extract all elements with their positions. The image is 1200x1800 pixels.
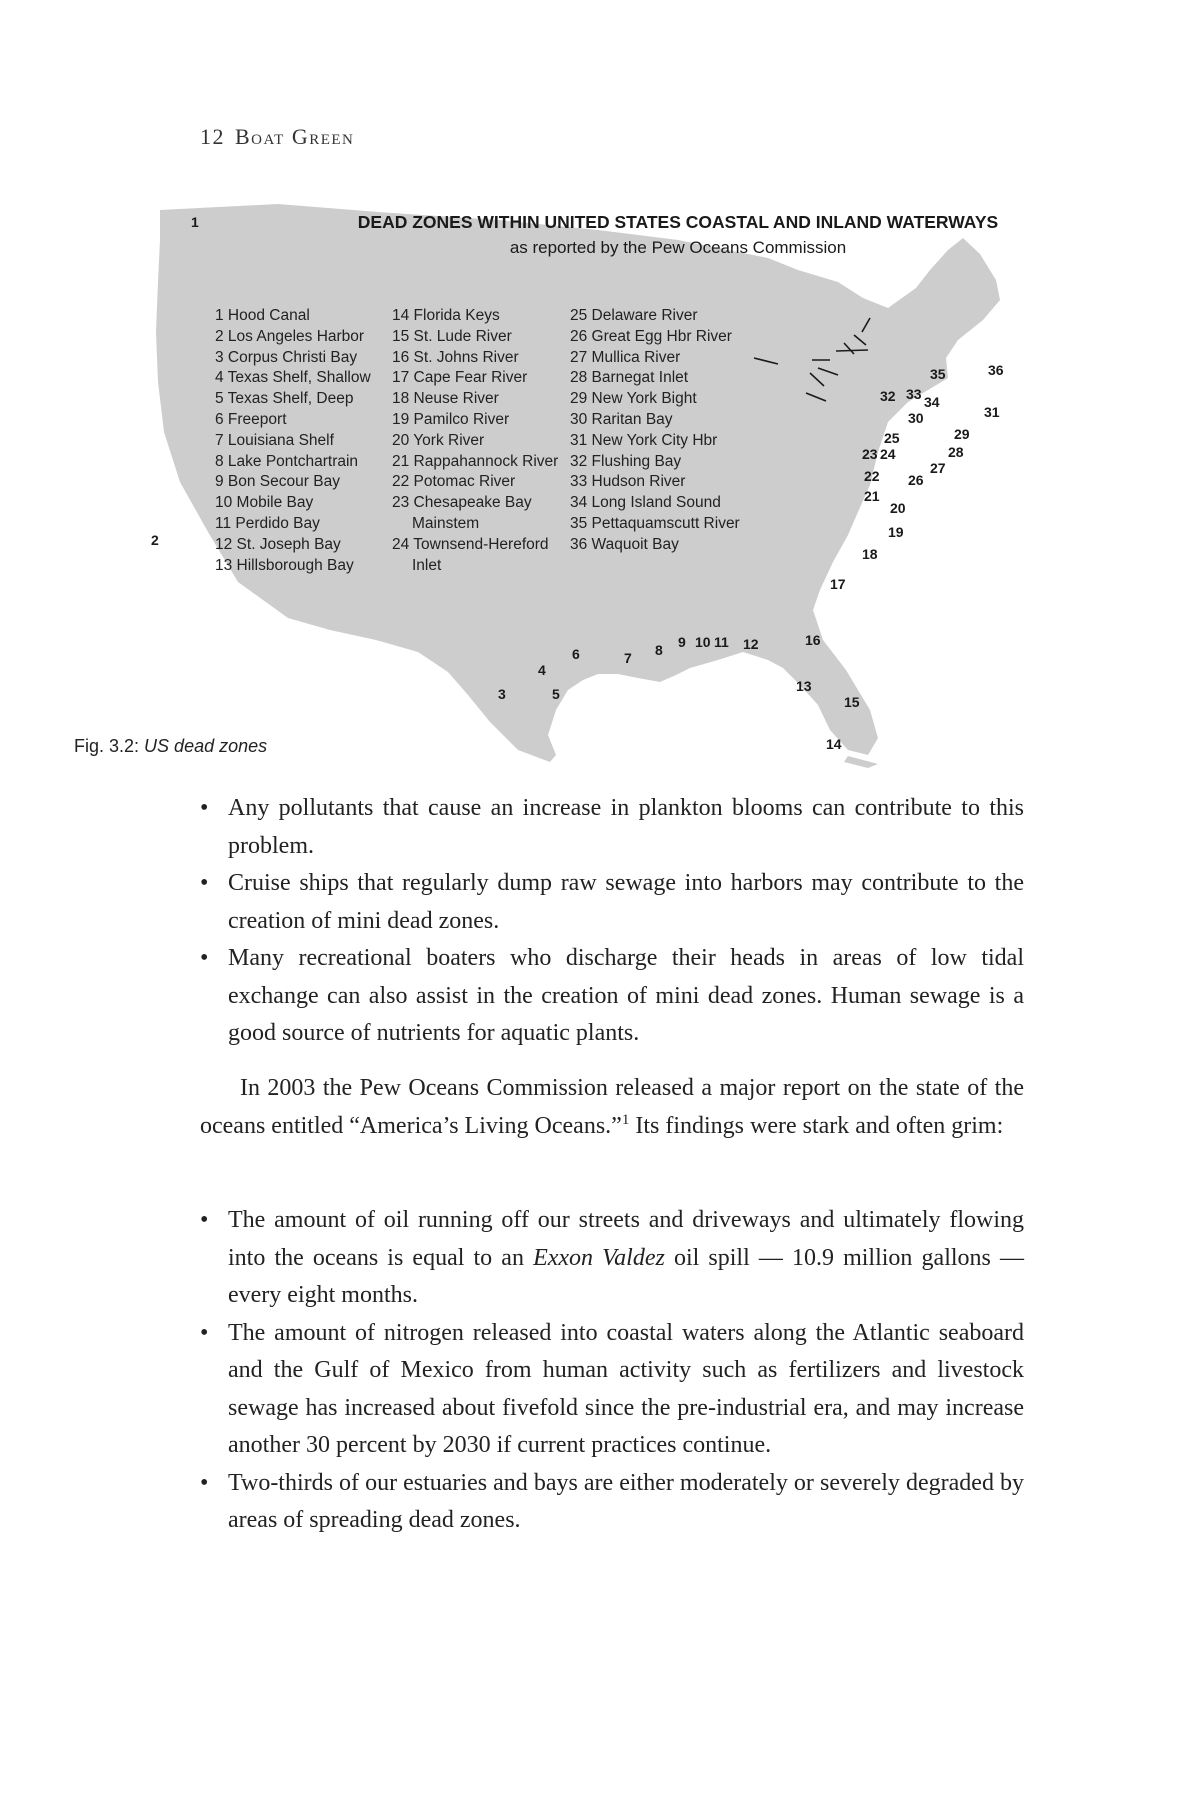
map-marker-16: 16: [805, 632, 821, 648]
map-marker-9: 9: [678, 634, 686, 650]
legend-item: 13 Hillsborough Bay: [215, 556, 354, 574]
map-marker-18: 18: [862, 546, 878, 562]
legend-item: 25 Delaware River: [570, 307, 698, 324]
legend-item: 30 Raritan Bay: [570, 410, 673, 428]
map-marker-17: 17: [830, 576, 846, 592]
legend-item: 18 Neuse River: [392, 390, 499, 408]
legend-item: 21 Rappahannock River: [392, 452, 559, 470]
legend-column-2: [392, 306, 558, 576]
paragraph-text: In 2003 the Pew Oceans Commission released a major report on the state of the oceans entitled “America’s Living Oceans.”: [200, 1075, 1024, 1139]
legend-item-continuation: Inlet: [412, 556, 442, 574]
map-marker-20: 20: [890, 500, 906, 516]
map-marker-8: 8: [655, 642, 663, 658]
map-marker-30: 30: [908, 410, 924, 426]
legend-item: 28 Barnegat Inlet: [570, 369, 689, 387]
map-marker-35: 35: [930, 366, 946, 382]
legend-item-continuation: Mainstem: [412, 514, 480, 532]
figure-caption-label: Fig. 3.2:: [74, 736, 140, 756]
legend-item: 6 Freeport: [215, 410, 287, 428]
map-marker-31: 31: [984, 404, 1000, 420]
legend-column-1: [215, 306, 371, 576]
paragraph-text-after: Its findings were stark and often grim:: [629, 1112, 1004, 1139]
map-marker-7: 7: [624, 650, 632, 666]
bullet-text: The amount of nitrogen released into coastal waters along the Atlantic seaboard and the Gulf of Mexico from human activity such as fertilizers and livestock sewage has increased about fivefold since the pre-industrial era, and may increase another 30 percent by 2030 if current practices continue.: [228, 1319, 1024, 1458]
legend-item: 35 Pettaquamscutt River: [570, 514, 740, 532]
legend-item: 11 Perdido Bay: [215, 514, 320, 532]
page-number: 12: [200, 124, 225, 149]
figure-title: DEAD ZONES WITHIN UNITED STATES COASTAL AND INLAND WATERWAYS: [357, 212, 999, 232]
legend-item: 2 Los Angeles Harbor: [215, 327, 365, 345]
legend-item: 5 Texas Shelf, Deep: [215, 390, 354, 408]
bullet-item: • Many recreational boaters who discharge their heads in areas of low tidal exchange can also assist in the creation of mini dead zones. Human sewage is a good source of nutrients for aquatic plants.: [200, 940, 1024, 1053]
legend-item: 4 Texas Shelf, Shallow: [215, 369, 371, 387]
legend-item: 36 Waquoit Bay: [570, 535, 679, 553]
legend-item: 24 Townsend-Hereford: [392, 535, 549, 553]
bullet-item: • Any pollutants that cause an increase in plankton blooms can contribute to this problem.: [200, 790, 1024, 865]
legend-item: 17 Cape Fear River: [392, 369, 528, 387]
map-marker-11: 11: [714, 634, 729, 650]
legend-item: 22 Potomac River: [392, 473, 516, 491]
book-title: Boat Green: [235, 124, 355, 149]
legend-item: 19 Pamilco River: [392, 410, 510, 428]
bullet-item: [200, 1315, 1024, 1465]
dead-zones-map-figure: [78, 190, 1028, 770]
florida-keys-shape: [844, 756, 878, 768]
legend-item: 15 St. Lude River: [392, 327, 512, 345]
map-marker-28: 28: [948, 444, 964, 460]
map-marker-34: 34: [924, 394, 940, 410]
legend-item: 23 Chesapeake Bay: [392, 494, 532, 512]
legend-item: 10 Mobile Bay: [215, 494, 314, 512]
legend-item: 32 Flushing Bay: [570, 452, 682, 470]
legend-item: 7 Louisiana Shelf: [215, 431, 334, 449]
map-marker-3: 3: [498, 686, 506, 702]
bullet-item: [200, 1465, 1024, 1540]
legend-item: 34 Long Island Sound: [570, 494, 721, 512]
legend-item: 3 Corpus Christi Bay: [215, 348, 358, 366]
map-marker-14: 14: [826, 736, 842, 752]
legend-item: 29 New York Bight: [570, 390, 697, 408]
map-marker-22: 22: [864, 468, 880, 484]
map-marker-2: 2: [151, 532, 159, 548]
bullet-list-2: [200, 1202, 1024, 1540]
bullet-item: [200, 1202, 1024, 1315]
figure-caption-text: US dead zones: [144, 736, 268, 756]
bullet-item: • Cruise ships that regularly dump raw sewage into harbors may contribute to the creation of mini dead zones.: [200, 865, 1024, 940]
map-marker-24: 24: [880, 446, 896, 462]
map-marker-19: 19: [888, 524, 904, 540]
map-marker-27: 27: [930, 460, 946, 476]
map-marker-36: 36: [988, 362, 1004, 378]
map-marker-10: 10: [695, 634, 711, 650]
map-marker-12: 12: [743, 636, 759, 652]
map-marker-33: 33: [906, 386, 922, 402]
legend-item: 33 Hudson River: [570, 473, 686, 491]
map-marker-4: 4: [538, 662, 546, 678]
legend-item: 31 New York City Hbr: [570, 431, 718, 449]
map-marker-26: 26: [908, 472, 924, 488]
map-marker-21: 21: [864, 488, 880, 504]
figure-caption: [74, 736, 267, 757]
bullet-italic-text: Exxon Valdez: [533, 1244, 665, 1271]
legend-item: 8 Lake Pontchartrain: [215, 452, 359, 470]
map-marker-32: 32: [880, 388, 896, 404]
map-marker-5: 5: [552, 686, 560, 702]
footnote-marker: 1: [621, 1111, 630, 1128]
bullet-list-1: [200, 790, 1024, 1053]
map-marker-13: 13: [796, 678, 812, 694]
legend-item: 16 St. Johns River: [392, 348, 519, 366]
map-marker-1: 1: [191, 214, 199, 230]
legend-item: 14 Florida Keys: [392, 307, 500, 324]
bullet-text: The amount of oil running off our streets and driveways and ultimately flowing into the oceans is equal to an: [228, 1207, 1024, 1271]
legend-column-3: [570, 306, 740, 556]
bullet-text-after: oil spill — 10.9 million gallons — every eight months.: [228, 1244, 1024, 1308]
running-head: [200, 124, 354, 150]
map-marker-6: 6: [572, 646, 580, 662]
bullet-text: Two-thirds of our estuaries and bays are either moderately or severely degraded by areas of spreading dead zones.: [228, 1469, 1024, 1533]
legend-item: 27 Mullica River: [570, 348, 681, 366]
legend-item: 12 St. Joseph Bay: [215, 535, 341, 553]
map-marker-15: 15: [844, 694, 860, 710]
map-marker-29: 29: [954, 426, 970, 442]
figure-subtitle: as reported by the Pew Oceans Commission: [509, 238, 847, 257]
legend-item: 1 Hood Canal: [215, 307, 310, 324]
body-paragraph: [200, 1070, 1024, 1145]
legend-item: 9 Bon Secour Bay: [215, 473, 340, 491]
legend-item: 20 York River: [392, 431, 485, 449]
map-marker-23: 23: [862, 446, 878, 462]
map-marker-25: 25: [884, 430, 900, 446]
legend-item: 26 Great Egg Hbr River: [570, 327, 732, 345]
